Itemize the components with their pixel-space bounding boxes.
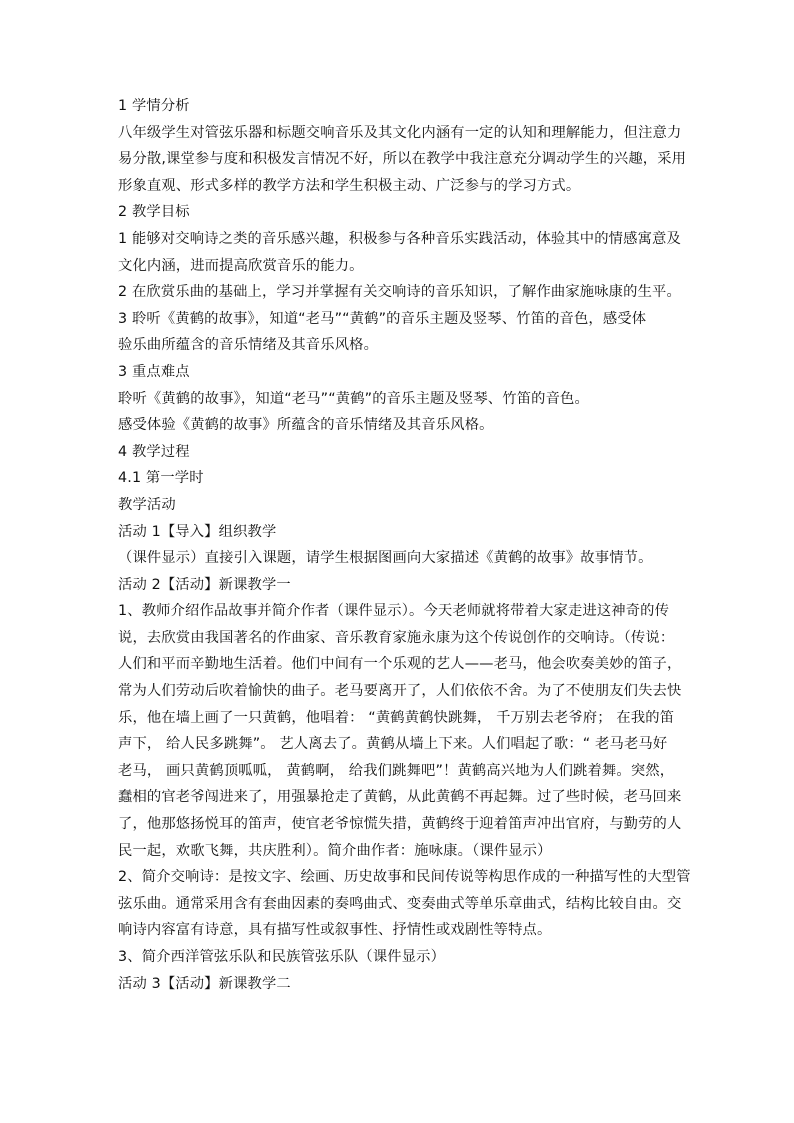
paragraph-line: （课件显示）直接引入课题，请学生根据图画向大家描述《黄鹤的故事》故事情节。: [118, 550, 653, 567]
paragraph-line: 形象直观、形式多样的教学方法和学生积极主动、广泛参与的学习方式。: [118, 177, 581, 194]
activity-heading: 活动 1【导入】组织教学: [118, 523, 277, 540]
paragraph-line: 1 能够对交响诗之类的音乐感兴趣，积极参与各种音乐实践活动，体验其中的情感寓意及: [118, 230, 681, 247]
activity-heading: 活动 2【活动】新课教学一: [118, 576, 291, 593]
paragraph-line: 民一起，欢歌飞舞，共庆胜利）。简介曲作者：施咏康。（课件显示）: [118, 842, 552, 859]
paragraph-line: 声下， 给人民多跳舞”。 艺人离去了。黄鹤从墙上下来。人们唱起了歌：“ 老马老马好: [118, 736, 668, 753]
paragraph-line: 感受体验《黄鹤的故事》所蕴含的音乐情绪及其音乐风格。: [118, 417, 494, 434]
paragraph-line: 2、简介交响诗：是按文字、绘画、历史故事和民间传说等构思作成的一种描写性的大型管: [118, 869, 691, 886]
section-heading-teaching-process: 4 教学过程: [118, 443, 190, 460]
paragraph-line: 验乐曲所蕴含的音乐情绪及其音乐风格。: [118, 337, 379, 354]
paragraph-line: 3 聆听《黄鹤的故事》，知道“老马”“黄鹤”的音乐主题及竖琴、竹笛的音色，感受体: [118, 310, 647, 327]
section-heading-key-points: 3 重点难点: [118, 363, 190, 380]
paragraph-line: 说，去欣赏由我国著名的作曲家、音乐教育家施永康为这个传说创作的交响诗。（传说：: [118, 629, 675, 646]
document-body: [118, 93, 691, 997]
paragraph-line: 1、教师介绍作品故事并简介作者（课件显示）。今天老师就将带着大家走进这神奇的传: [118, 603, 670, 620]
subsection-heading: 教学活动: [118, 496, 176, 513]
paragraph-line: 八年级学生对管弦乐器和标题交响音乐及其文化内涵有一定的认知和理解能力，但注意力: [118, 124, 682, 141]
activity-heading: 活动 3【活动】新课教学二: [118, 975, 291, 992]
paragraph-line: 弦乐曲。通常采用含有套曲因素的奏鸣曲式、变奏曲式等单乐章曲式，结构比较自由。交: [118, 895, 682, 912]
paragraph-line: 乐，他在墙上画了一只黄鹤，他唱着： “黄鹤黄鹤快跳舞， 千万别去老爷府； 在我的笛: [118, 709, 675, 726]
section-heading-student-analysis: 1 学情分析: [118, 98, 190, 114]
paragraph-line: 3、简介西洋管弦乐队和民族管弦乐队（课件显示）: [118, 949, 446, 965]
paragraph-line: 2 在欣赏乐曲的基础上，学习并掌握有关交响诗的音乐知识，了解作曲家施咏康的生平。: [118, 284, 681, 301]
paragraph-line: 响诗内容富有诗意，具有描写性或叙事性、抒情性或戏剧性等特点。: [118, 922, 552, 939]
paragraph-line: 易分散,课堂参与度和积极发言情况不好，所以在教学中我注意充分调动学生的兴趣，采用: [118, 151, 687, 168]
paragraph-line: 蠢相的官老爷闯进来了，用强暴抢走了黄鹤，从此黄鹤不再起舞。过了些时候，老马回来: [118, 789, 682, 806]
section-heading-teaching-goals: 2 教学目标: [118, 204, 190, 221]
paragraph-line: 聆听《黄鹤的故事》，知道“老马”“黄鹤”的音乐主题及竖琴、竹笛的音色。: [118, 390, 589, 407]
paragraph-line: 老马， 画只黄鹤顶呱呱， 黄鹤啊， 给我们跳舞吧”！黄鹤高兴地为人们跳着舞。突然，: [118, 762, 675, 779]
subsection-heading: 4.1 第一学时: [118, 470, 204, 487]
paragraph-line: 了，他那悠扬悦耳的笛声，使官老爷惊慌失措，黄鹤终于迎着笛声冲出官府，与勤劳的人: [118, 816, 682, 833]
paragraph-line: 文化内涵，进而提高欣赏音乐的能力。: [118, 257, 364, 274]
paragraph-line: 人们和平而辛勤地生活着。他们中间有一个乐观的艺人——老马，他会吹奏美妙的笛子，: [118, 656, 682, 673]
paragraph-line: 常为人们劳动后吹着愉快的曲子。老马要离开了，人们依依不舍。为了不使朋友们失去快: [118, 683, 682, 700]
